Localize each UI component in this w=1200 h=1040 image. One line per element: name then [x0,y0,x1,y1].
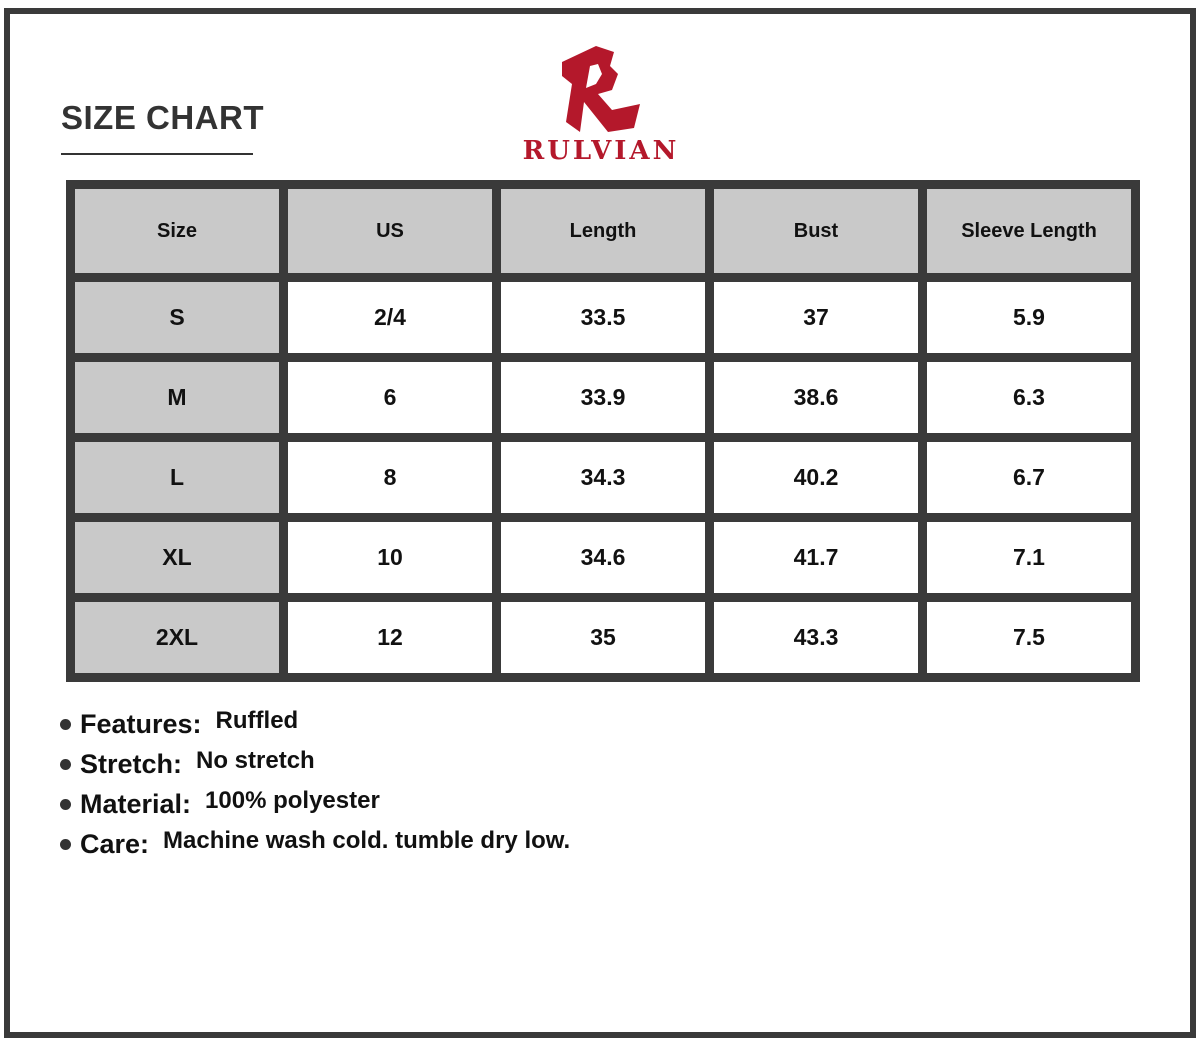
brand-logo [520,44,682,168]
stretch-value: No stretch [196,747,315,774]
sleeve-length-cell: 7.5 [927,602,1131,673]
size-cell: S [75,282,279,353]
column-header-sleeve-length: Sleeve Length [927,189,1131,273]
length-cell: 34.3 [501,442,705,513]
feature-label: Features: [80,708,202,739]
table-header-row [75,189,1131,273]
list-item [60,784,570,824]
size-cell: 2XL [75,602,279,673]
us-cell: 2/4 [288,282,492,353]
size-table [66,180,1140,682]
sleeve-length-cell: 5.9 [927,282,1131,353]
sleeve-length-cell: 6.7 [927,442,1131,513]
list-item [60,744,570,784]
material-value: 100% polyester [205,787,380,814]
material-label: Material: [80,788,192,819]
size-cell: XL [75,522,279,593]
column-header-us: US [288,189,492,273]
table-row [75,442,1131,513]
bust-cell: 37 [714,282,918,353]
column-header-length: Length [501,189,705,273]
title-underline [61,153,253,155]
bullet-icon [60,839,71,850]
bullet-icon [60,719,71,730]
brand-name: RULVIAN [522,136,680,166]
column-header-size: Size [75,189,279,273]
stretch-label: Stretch: [80,748,183,779]
length-cell: 33.9 [501,362,705,433]
length-cell: 33.5 [501,282,705,353]
care-value: Machine wash cold. tumble dry low. [163,827,571,854]
us-cell: 10 [288,522,492,593]
us-cell: 8 [288,442,492,513]
length-cell: 35 [501,602,705,673]
size-cell: L [75,442,279,513]
table-row [75,522,1131,593]
bust-cell: 43.3 [714,602,918,673]
sleeve-length-cell: 6.3 [927,362,1131,433]
care-label: Care: [80,828,150,859]
list-item [60,824,570,864]
length-cell: 34.6 [501,522,705,593]
list-item [60,704,570,744]
table-row [75,362,1131,433]
bust-cell: 38.6 [714,362,918,433]
bullet-icon [60,759,71,770]
bust-cell: 40.2 [714,442,918,513]
size-cell: M [75,362,279,433]
bullet-icon [60,799,71,810]
feature-value: Ruffled [215,707,299,734]
us-cell: 12 [288,602,492,673]
sleeve-length-cell: 7.1 [927,522,1131,593]
table-row [75,282,1131,353]
table-row [75,602,1131,673]
column-header-bust: Bust [714,189,918,273]
rulvian-r-logo-icon [558,44,644,134]
product-features-list [60,704,570,864]
bust-cell: 41.7 [714,522,918,593]
page-title: SIZE CHART [61,99,264,136]
us-cell: 6 [288,362,492,433]
